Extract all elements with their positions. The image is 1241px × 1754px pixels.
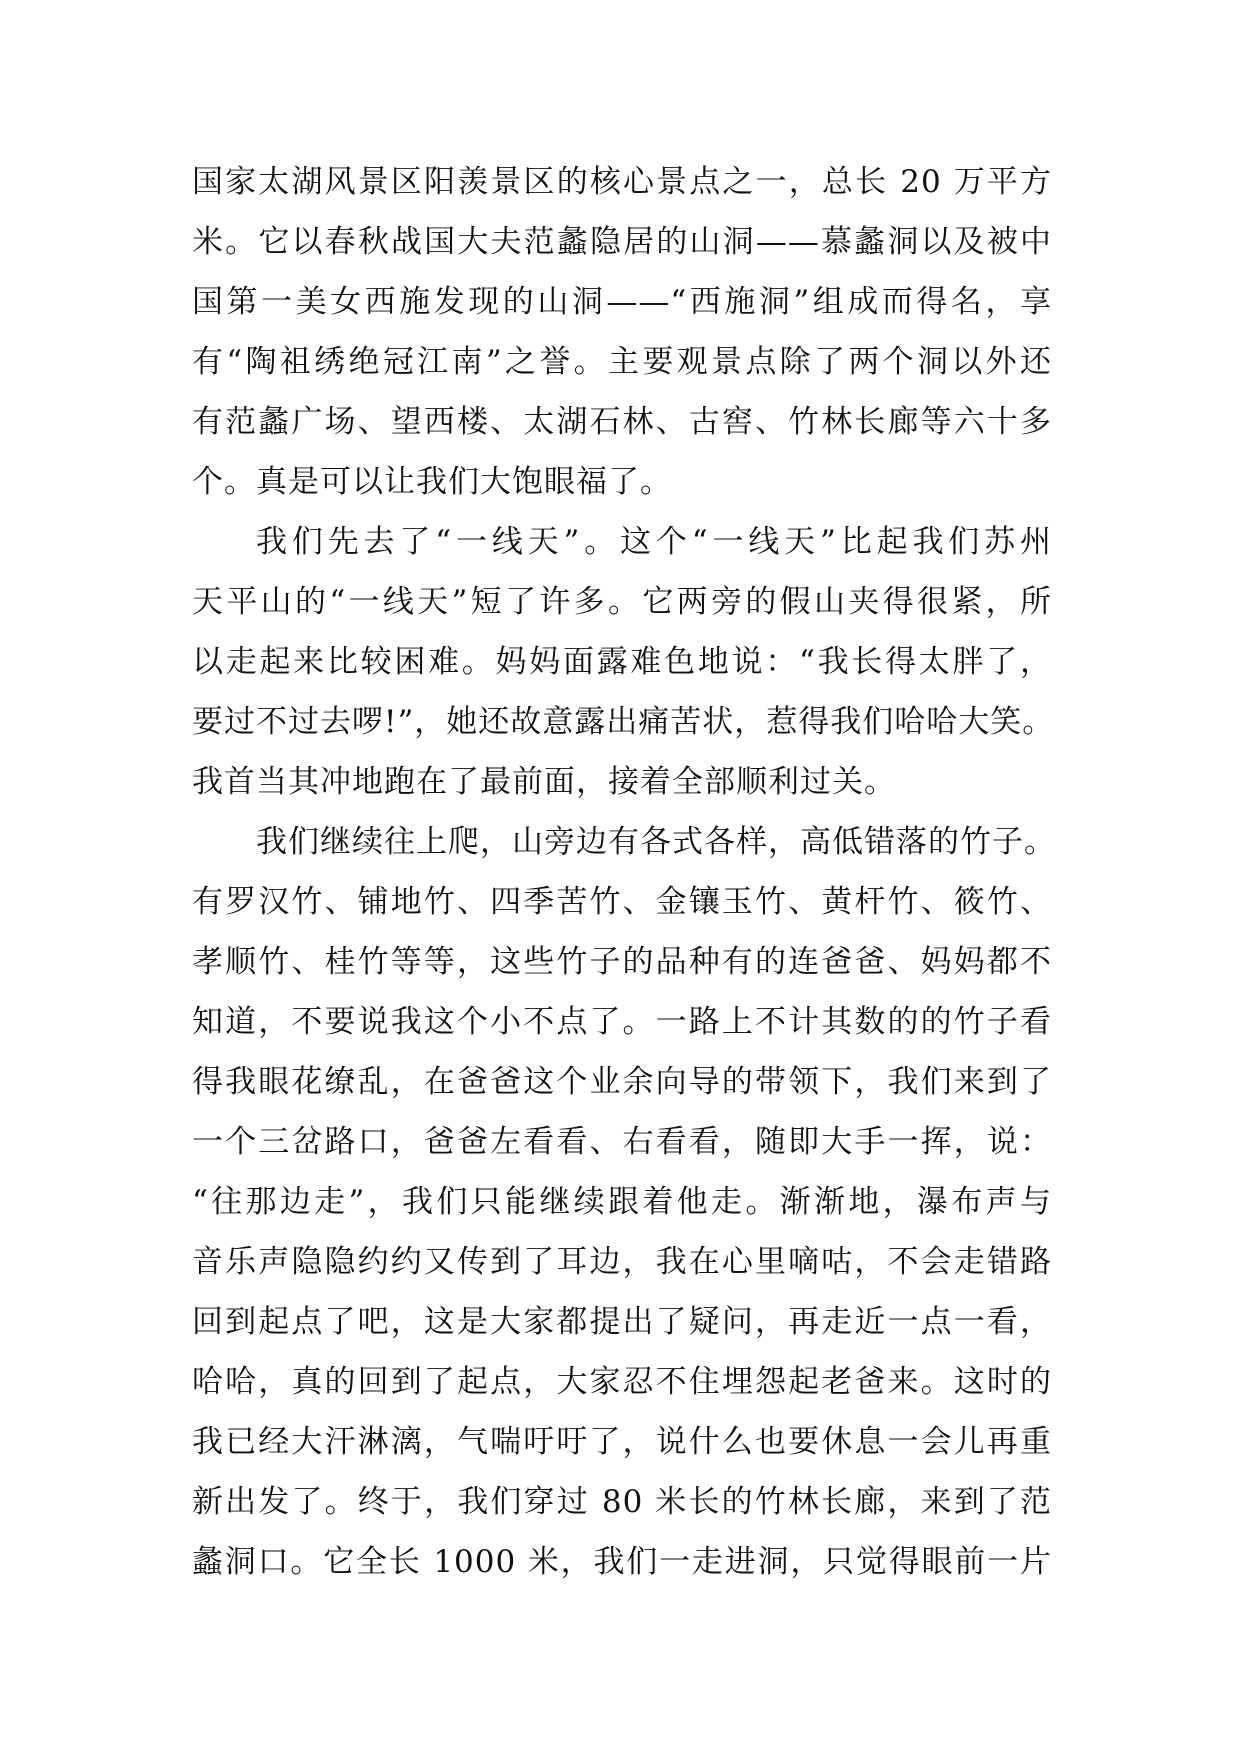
text-line: 有罗汉竹、铺地竹、四季苦竹、金镶玉竹、黄杆竹、筱竹、: [192, 884, 1052, 920]
text-line: 知道，不要说我这个小不点了。一路上不计其数的的竹子看: [192, 1004, 1052, 1040]
text-line: 音乐声隐隐约约又传到了耳边，我在心里嘀咕，不会走错路: [192, 1244, 1052, 1280]
body-text: [192, 152, 1056, 1592]
text-line: 我首当其冲地跑在了最前面，接着全部顺利过关。: [192, 764, 896, 800]
text-line: 以走起来比较困难。妈妈面露难色地说：“我长得太胖了，: [192, 644, 1052, 680]
text-line: 要过不过去啰!”，她还故意露出痛苦状，惹得我们哈哈大笑。: [192, 704, 1055, 740]
paragraph-start-line: 我们先去了“一线天”。这个“一线天”比起我们苏州: [256, 524, 1052, 560]
paragraph-start-line: 我们继续往上爬，山旁边有各式各样，高低错落的竹子。: [256, 824, 1056, 860]
text-line: 一个三岔路口，爸爸左看看、右看看，随即大手一挥，说：: [192, 1124, 1052, 1160]
text-line: 蠡洞口。它全长 1000 米，我们一走进洞，只觉得眼前一片: [192, 1544, 1052, 1580]
text-line: 我已经大汗淋漓，气喘吁吁了，说什么也要休息一会儿再重: [192, 1424, 1052, 1460]
text-line: 米。它以春秋战国大夫范蠡隐居的山洞——慕蠡洞以及被中: [192, 224, 1052, 260]
text-line: 回到起点了吧，这是大家都提出了疑问，再走近一点一看，: [192, 1304, 1052, 1340]
text-line: 国家太湖风景区阳羡景区的核心景点之一，总长 20 万平方: [192, 164, 1052, 200]
text-line: 有范蠡广场、望西楼、太湖石林、古窖、竹林长廊等六十多: [192, 404, 1052, 440]
text-line: 新出发了。终于，我们穿过 80 米长的竹林长廊，来到了范: [192, 1484, 1052, 1520]
text-line: 个。真是可以让我们大饱眼福了。: [192, 464, 672, 500]
text-line: “往那边走”，我们只能继续跟着他走。渐渐地，瀑布声与: [192, 1184, 1052, 1220]
text-line: 天平山的“一线天”短了许多。它两旁的假山夹得很紧，所: [192, 584, 1052, 620]
text-line: 孝顺竹、桂竹等等，这些竹子的品种有的连爸爸、妈妈都不: [192, 944, 1052, 980]
text-line: 哈哈，真的回到了起点，大家忍不住埋怨起老爸来。这时的: [192, 1364, 1052, 1400]
text-line: 国第一美女西施发现的山洞——“西施洞”组成而得名，享: [192, 284, 1052, 320]
text-line: 得我眼花缭乱，在爸爸这个业余向导的带领下，我们来到了: [192, 1064, 1052, 1100]
text-line: 有“陶祖绣绝冠江南”之誉。主要观景点除了两个洞以外还: [192, 344, 1052, 380]
